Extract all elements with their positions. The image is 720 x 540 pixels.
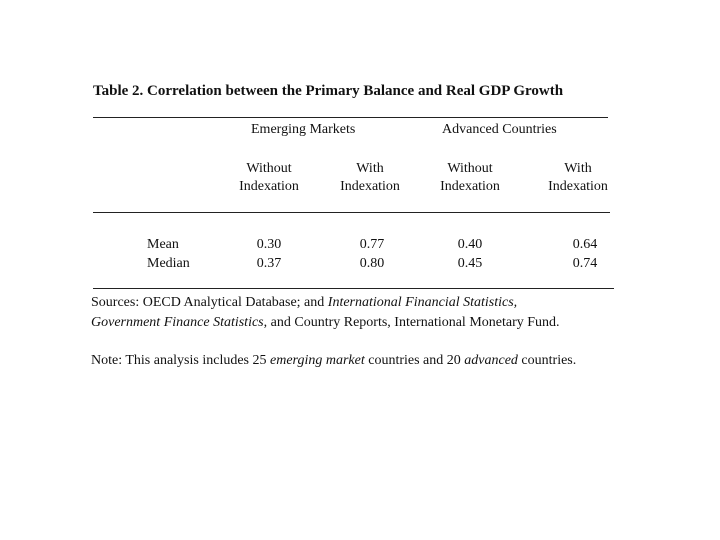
- table-cell: 0.30: [256, 237, 282, 252]
- row-label-mean: Mean: [147, 237, 179, 252]
- table-cell: 0.37: [256, 256, 282, 271]
- subheader-adv-with: [523, 160, 633, 196]
- subheader-line2: Indexation: [548, 179, 608, 194]
- analysis-note: [91, 351, 576, 371]
- note-prefix: Note: This analysis includes 25: [91, 353, 270, 368]
- subheader-line1: With: [356, 161, 384, 176]
- note-suffix: countries.: [517, 353, 577, 368]
- subheader-line1: Without: [246, 161, 292, 176]
- sources-suffix: , and Country Reports, International Monetary Fund.: [263, 315, 560, 330]
- subheader-line1: With: [564, 161, 592, 176]
- row-label-median: Median: [147, 256, 190, 271]
- subheader-adv-without: [415, 160, 525, 196]
- sources-line1: [91, 293, 560, 313]
- table-title: Table 2. Correlation between the Primary Balance and Real GDP Growth: [93, 83, 564, 99]
- sources-gfs: Government Finance Statistics: [91, 315, 264, 330]
- top-rule: [93, 117, 608, 118]
- table-cell: 0.77: [359, 237, 385, 252]
- table-cell: 0.74: [572, 256, 598, 271]
- table-cell: 0.40: [457, 237, 483, 252]
- bottom-rule: [93, 288, 614, 289]
- subheader-line2: Indexation: [239, 179, 299, 194]
- sources-ifs: International Financial Statistics,: [327, 295, 518, 310]
- sources-note: [91, 293, 560, 333]
- sources-prefix: Sources: OECD Analytical Database; and: [91, 295, 328, 310]
- subheader-em-with: [315, 160, 425, 196]
- subheader-line2: Indexation: [440, 179, 500, 194]
- note-middle: countries and 20: [364, 353, 465, 368]
- table-cell: 0.80: [359, 256, 385, 271]
- subheader-line2: Indexation: [340, 179, 400, 194]
- note-emerging: emerging market: [270, 353, 365, 368]
- subheader-line1: Without: [447, 161, 493, 176]
- subheader-em-without: [214, 160, 324, 196]
- note-advanced: advanced: [464, 353, 518, 368]
- group-header-emerging: Emerging Markets: [251, 122, 356, 137]
- sources-line2: [91, 313, 560, 333]
- table-cell: 0.64: [572, 237, 598, 252]
- header-rule: [93, 212, 610, 213]
- group-header-advanced: Advanced Countries: [442, 122, 557, 137]
- table-cell: 0.45: [457, 256, 483, 271]
